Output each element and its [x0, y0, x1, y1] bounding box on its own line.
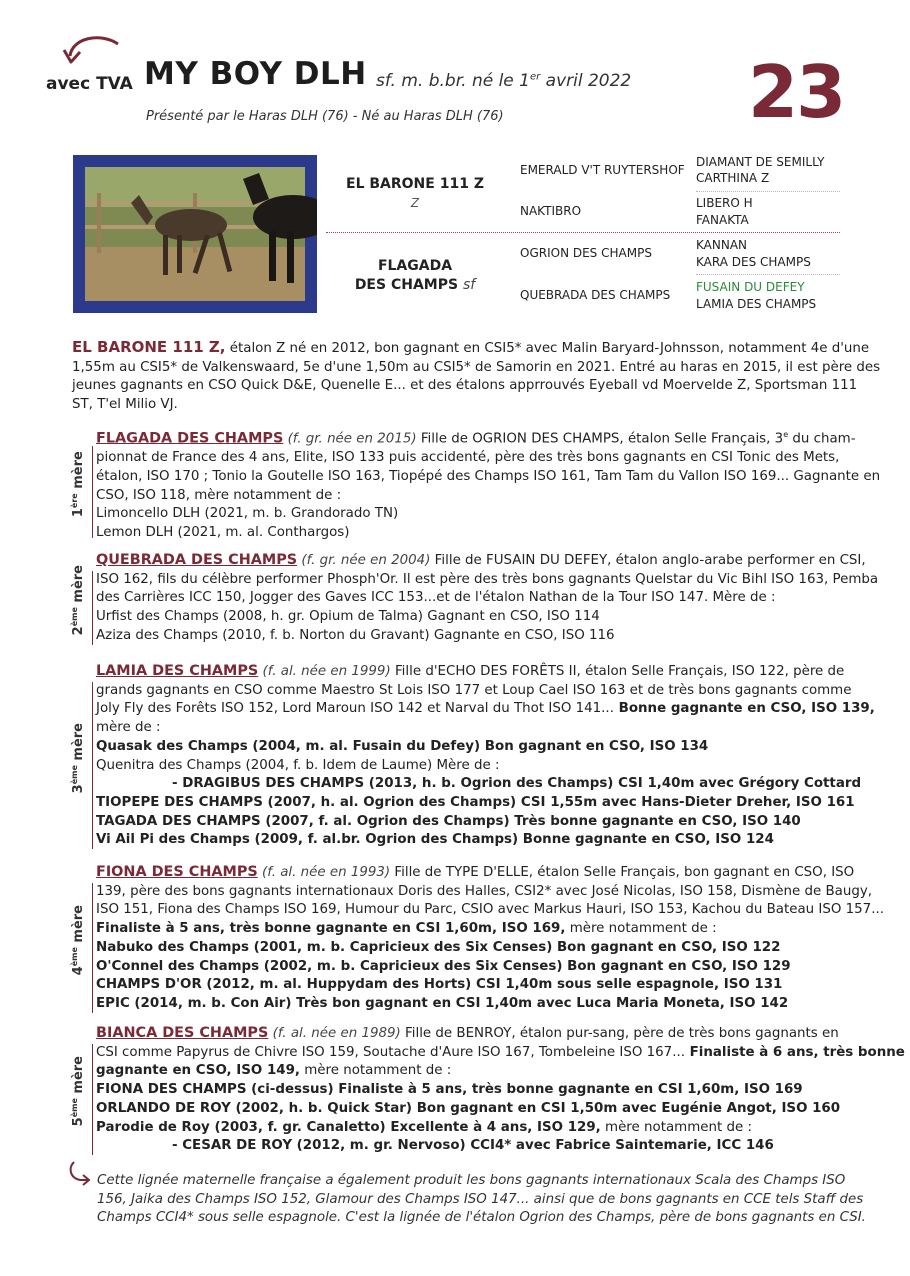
dam-text-line: étalon, ISO 170 ; Tonio la Goutelle ISO 163, Tiopépé des Champs ISO 161, Tam Tam du Vallon ISO 169... Gagnante en [96, 468, 881, 484]
dam-bracket [92, 571, 97, 645]
dam-text-line: FIONA DES CHAMPS (ci-dessus) Finaliste à 5 ans, très bonne gagnante en CSI 1,60m, ISO 169 [96, 1082, 803, 1098]
dam-text-line: grands gagnants en CSO comme Maestro St Lois ISO 177 et Loup Cael ISO 163 et de très bons gagnants comme [96, 682, 852, 698]
dam-generation-label: 1ère mère [69, 451, 87, 518]
ggp-6: KARA DES CHAMPS [696, 255, 811, 269]
horse-photo-image [73, 155, 317, 313]
dam-name: FLAGADA DES CHAMPS [96, 430, 284, 447]
dam-text-line: gagnante en CSO, ISO 149, mère notamment de : [96, 1063, 452, 1079]
dam-generation-label: 3ème mère [69, 722, 87, 793]
dam-name-line1: FLAGADA [377, 258, 453, 274]
dam-text-line: Quasak des Champs (2004, m. al. Fusain du Defey) Bon gagnant en CSO, ISO 134 [96, 738, 709, 754]
dam-text-line: Urfist des Champs (2008, h. gr. Opium de Talma) Gagnant en CSO, ISO 114 [96, 609, 600, 625]
dam-text-line: mère de : [96, 720, 161, 736]
granddam-dam: QUEBRADA DES CHAMPS [520, 288, 671, 302]
sire-breed: Z [410, 196, 420, 210]
grandsire-dam: OGRION DES CHAMPS [520, 246, 652, 260]
dam-text-line: CHAMPS D'OR (2012, m. al. Huppydam des Horts) CSI 1,40m sous selle espagnole, ISO 131 [96, 977, 783, 993]
sire-desc-name: EL BARONE 111 Z, [72, 338, 226, 356]
vat-label: avec TVA [46, 74, 133, 94]
dam-text-line: Limoncello DLH (2021, m. b. Grandorado TN) [96, 506, 399, 522]
dam-generation-label: 4ème mère [69, 904, 87, 976]
dam-text-line: Joly Fly des Forêts ISO 152, Lord Maroun ISO 142 et Narval du Thot ISO 141... Bonne gagnante en CSO, ISO 139, [96, 701, 875, 717]
sire-name: EL BARONE 111 Z [346, 176, 484, 192]
dam-text-line: pionnat de France des 4 ans, Elite, ISO 133 puis accidenté, père des très bons gagnants en CSI Tonic des Mets, [96, 450, 840, 466]
dam-name: LAMIA DES CHAMPS [96, 663, 259, 679]
horse-photo [73, 155, 317, 313]
dam-text-line: Nabuko des Champs (2001, m. b. Capricieux des Six Censes) Bon gagnant en CSO, ISO 122 [96, 939, 781, 955]
horse-subtitle: sf. m. b.br. né le 1er avril 2022 [376, 71, 632, 91]
ggp-7: FUSAIN DU DEFEY [696, 280, 805, 294]
curved-arrow-icon [60, 28, 124, 76]
dam-text-line: ISO 162, fils du célèbre performer Phosph'Or. Il est père des très bons gagnants Quelstar du Vic Bihl ISO 163, Pemba [96, 571, 879, 587]
maternal-line-note: Cette lignée maternelle française a également produit les bons gagnants internationaux Scala des Champs ISO 156, Jaika des Champs ISO 152, Glamour des Champs ISO 147... ainsi que de bons gagnants en CCE tels Staff des Champs CCI4* sous selle espagnole. C'est la lignée de l'étalon Ogrion des Champs, père de bons gagnants en CSI. [97, 1173, 866, 1226]
pedigree-divider [696, 274, 840, 275]
presented-by: Présenté par le Haras DLH (76) - Né au Haras DLH (76) [146, 109, 504, 124]
dam-generation-label: 5ème mère [69, 1056, 87, 1127]
grandsire-sire: EMERALD V'T RUYTERSHOF [520, 163, 685, 177]
dam-text-line: CSO, ISO 118, mère notamment de : [96, 487, 342, 503]
dam-text-line: O'Connel des Champs (2002, m. b. Capricieux des Six Censes) Bon gagnant en CSO, ISO 129 [96, 958, 791, 974]
dam-text-line: Vi Ail Pi des Champs (2009, f. al.br. Ogrion des Champs) Bonne gagnante en CSO, ISO 124 [96, 832, 774, 848]
dam-name: FIONA DES CHAMPS [96, 864, 258, 880]
ggp-5: KANNAN [696, 238, 748, 252]
dam-text-line: Lemon DLH (2021, m. al. Conthargos) [96, 524, 350, 540]
dam-section: LAMIA DES CHAMPS (f. al. née en 1999) Fille d'ECHO DES FORÊTS II, étalon Selle Français, ISO 122, père de grands gagnants en CSO comme Maestro St Lois ISO 177 et Loup Cael ISO 163 et de très bons gagnants comme Joly Fly des Forêts ISO 152, Lord Maroun ISO 142 et Narval du Thot ISO 141... Bonne gagnante en CSO, ISO 139, mère de : Quasak des Champs (2004, m. al. Fusain du Defey) Bon gagnant en CSO, ISO 134 Quenitra des Champs (2004, f. b. Idem de Laume) Mère de : - DRAGIBUS DES CHAMPS (2013, h. b. Ogrion des Champs) CSI 1,40m avec Grégory Cottard TIOPEPE DES CHAMPS (2007, h. al. Ogrion des Champs) CSI 1,55m avec Hans-Dieter Dreher, ISO 161 TAGADA DES CHAMPS (2007, f. al. Ogrion des Champs) Très bonne gagnante en CSO, ISO 140 Vi Ail Pi des Champs (2009, f. al.br. Ogrion des Champs) Bonne gagnante en CSO, ISO 124 [96, 662, 875, 850]
dam-name: BIANCA DES CHAMPS [96, 1025, 269, 1041]
lot-number: 23 [748, 50, 845, 134]
horse-name-title: MY BOY DLH [144, 56, 367, 92]
dam-text-line: EPIC (2014, m. b. Con Air) Très bon gagnant en CSI 1,40m avec Luca Maria Moneta, ISO 142 [96, 995, 789, 1011]
dam-text-line: ORLANDO DE ROY (2002, h. b. Quick Star) Bon gagnant en CSI 1,50m avec Eugénie Angot, ISO 160 [96, 1100, 841, 1116]
ggp-8: LAMIA DES CHAMPS [696, 297, 817, 311]
dam-section: FLAGADA DES CHAMPS (f. gr. née en 2015) Fille de OGRION DES CHAMPS, étalon Selle Français, 3e du cham- pionnat de France des 4 ans, Elite, ISO 133 puis accidenté, père des très bons gagnants en CSI Tonic des Mets, étalon, ISO 170 ; Tonio la Goutelle ISO 163, Tiopépé des Champs ISO 161, Tam Tam du Vallon ISO 169... Gagnante en CSO, ISO 118, mère notamment de : Limoncello DLH (2021, m. b. Grandorado TN) Lemon DLH (2021, m. al. Conthargos) [96, 426, 880, 543]
dam-text-line: - DRAGIBUS DES CHAMPS (2013, h. b. Ogrion des Champs) CSI 1,40m avec Grégory Cottard [172, 776, 862, 792]
dam-text-line: TAGADA DES CHAMPS (2007, f. al. Ogrion des Champs) Très bonne gagnante en CSO, ISO 140 [96, 813, 801, 829]
sire-description: EL BARONE 111 Z, étalon Z né en 2012, bon gagnant en CSI5* avec Malin Baryard-Johnsson, notamment 4e d'une 1,55m au CSI5* de Valkenswaard, 5e d'une 1,50m au CSI5* de Samorin en 2021. Entré au haras en 2015, il est père des jeunes gagnants en CSO Quick D&E, Quenelle E... et des étalons apprrouvés Eyeball vd Moervelde Z, Sportsman 111 ST, T'el Milio VJ. [72, 338, 881, 413]
dam-text-line: ISO 151, Fiona des Champs ISO 169, Humour du Parc, CSIO avec Markus Hauri, ISO 153, Kachou du Bateau ISO 157... [96, 902, 884, 918]
dam-section: BIANCA DES CHAMPS (f. al. née en 1989) Fille de BENROY, étalon pur-sang, père de très bons gagnants en CSI comme Papyrus de Chivre ISO 159, Soutache d'Aure ISO 167, Tombeleine ISO 167... Finaliste à 6 ans, très bonne gagnante en CSO, ISO 149, mère notamment de : FIONA DES CHAMPS (ci-dessus) Finaliste à 5 ans, très bonne gagnante en CSI 1,60m, ISO 169 ORLANDO DE ROY (2002, h. b. Quick Star) Bon gagnant en CSI 1,50m avec Eugénie Angot, ISO 160 Parodie de Roy (2003, f. gr. Canaletto) Excellente à 4 ans, ISO 129, mère notamment de : - CESAR DE ROY (2012, m. gr. Nervoso) CCI4* avec Fabrice Saintemarie, ICC 146 [96, 1024, 905, 1156]
dam-text-line: Aziza des Champs (2010, f. b. Norton du Gravant) Gagnante en CSO, ISO 116 [96, 627, 615, 643]
dam-text-line: Finaliste à 5 ans, très bonne gagnante en CSI 1,60m, ISO 169, mère notamment de : [96, 921, 717, 937]
pedigree-divider [696, 191, 840, 192]
pedigree-main-divider [326, 232, 840, 233]
dam-bracket [92, 883, 97, 1013]
dam-bracket [92, 682, 97, 849]
dam-name-line2: DES CHAMPS sf [354, 277, 476, 293]
dam-text-line: - CESAR DE ROY (2012, m. gr. Nervoso) CCI4* avec Fabrice Saintemarie, ICC 146 [172, 1138, 774, 1154]
dam-text-line: CSI comme Papyrus de Chivre ISO 159, Soutache d'Aure ISO 167, Tombeleine ISO 167... Finaliste à 6 ans, très bonne [96, 1044, 905, 1060]
dam-text-line: des Carrières ICC 150, Jogger des Gaves ICC 153...et de l'étalon Nathan de la Tour ISO 147. Mère de : [96, 590, 776, 606]
dam-bracket [92, 446, 97, 538]
dam-generation-label: 2ème mère [69, 564, 87, 636]
dam-section: QUEBRADA DES CHAMPS (f. gr. née en 2004) Fille de FUSAIN DU DEFEY, étalon anglo-arabe performer en CSI, ISO 162, fils du célèbre performer Phosph'Or. Il est père des très bons gagnants Quelstar du Vic Bihl ISO 163, Pemba des Carrières ICC 150, Jogger des Gaves ICC 153...et de l'étalon Nathan de la Tour ISO 147. Mère de : Urfist des Champs (2008, h. gr. Opium de Talma) Gagnant en CSO, ISO 114 Aziza des Champs (2010, f. b. Norton du Gravant) Gagnante en CSO, ISO 116 [96, 551, 878, 646]
ggp-4: FANAKTA [696, 213, 749, 227]
ggp-2: CARTHINA Z [696, 171, 770, 185]
ggp-3: LIBERO H [696, 196, 753, 210]
dam-bracket [92, 1044, 97, 1155]
dam-name: QUEBRADA DES CHAMPS [96, 552, 298, 568]
dam-text-line: Parodie de Roy (2003, f. gr. Canaletto) Excellente à 4 ans, ISO 129, mère notamment de : [96, 1119, 752, 1135]
dam-section: FIONA DES CHAMPS (f. al. née en 1993) Fille de TYPE D'ELLE, étalon Selle Français, bon gagnant en CSO, ISO 139, père des bons gagnants internationaux Doris des Halles, CSI2* avec José Nicolas, ISO 158, Dismène de Baugy, ISO 151, Fiona des Champs ISO 169, Humour du Parc, CSIO avec Markus Hauri, ISO 153, Kachou du Bateau ISO 157... Finaliste à 5 ans, très bonne gagnante en CSI 1,60m, ISO 169, mère notamment de : Nabuko des Champs (2001, m. b. Capricieux des Six Censes) Bon gagnant en CSO, ISO 122 O'Connel des Champs (2002, m. b. Capricieux des Six Censes) Bon gagnant en CSO, ISO 129 CHAMPS D'OR (2012, m. al. Huppydam des Horts) CSI 1,40m sous selle espagnole, ISO 131 EPIC (2014, m. b. Con Air) Très bon gagnant en CSI 1,40m avec Luca Maria Moneta, ISO 142 [96, 863, 884, 1014]
dam-text-line: TIOPEPE DES CHAMPS (2007, h. al. Ogrion des Champs) CSI 1,55m avec Hans-Dieter Dreher, ISO 161 [96, 794, 855, 810]
ggp-1: DIAMANT DE SEMILLY [696, 155, 825, 169]
return-arrow-icon [66, 1160, 92, 1186]
granddam-sire: NAKTIBRO [520, 204, 582, 218]
dam-text-line: 139, père des bons gagnants internationaux Doris des Halles, CSI2* avec José Nicolas, ISO 158, Dismène de Baugy, [96, 883, 873, 899]
dam-text-line: Quenitra des Champs (2004, f. b. Idem de Laume) Mère de : [96, 757, 500, 773]
